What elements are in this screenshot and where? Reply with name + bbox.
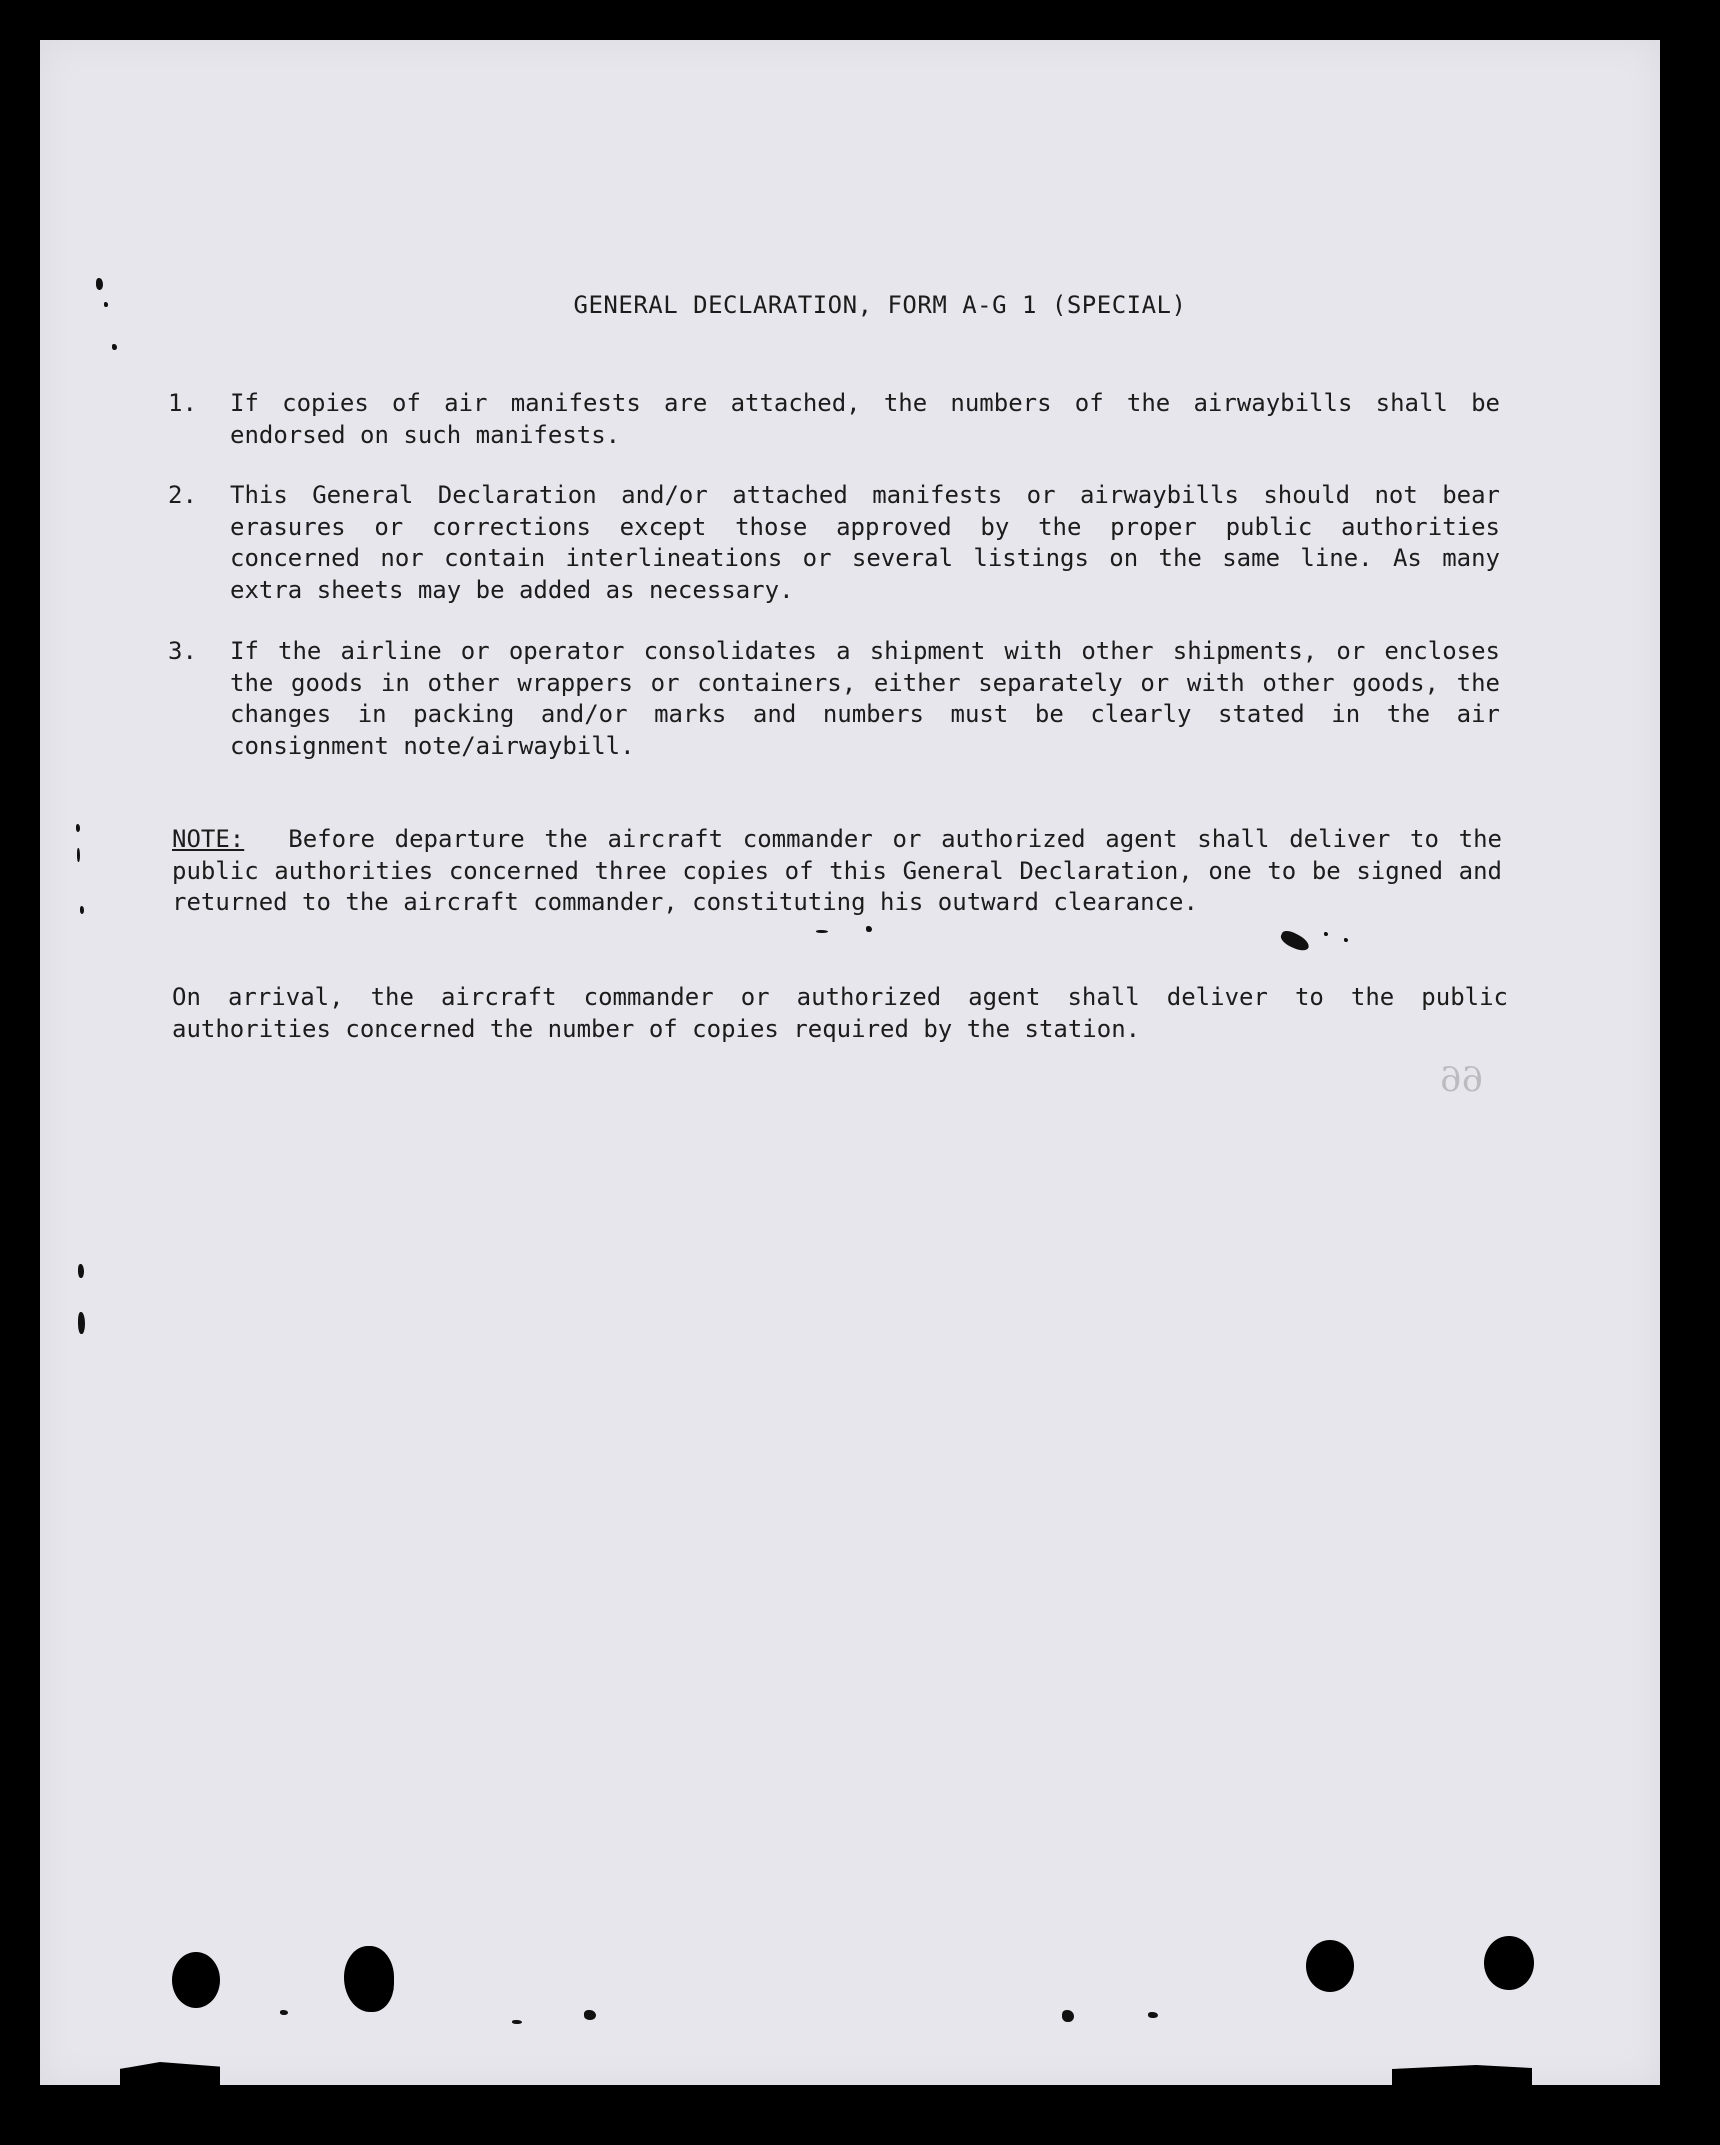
- scan-speck: [1324, 932, 1328, 936]
- arrival-paragraph: On arrival, the aircraft commander or authorized agent shall deliver to the public authorities concerned the number of copies required by the station.: [172, 983, 1508, 1043]
- binder-edge-mark: [1392, 2065, 1532, 2085]
- scan-speck: [816, 930, 828, 933]
- scan-speck: [78, 1312, 85, 1334]
- note-text: Before departure the aircraft commander or authorized agent shall deliver to the public authorities concerned three copies of this General Declaration, one to be signed and returned to the aircraft commander, constituting his outward clearance.: [172, 825, 1502, 916]
- scan-speck: [76, 824, 80, 832]
- scan-speck: [1278, 928, 1311, 953]
- punch-hole: [344, 1946, 394, 2012]
- scan-speck: [584, 2010, 596, 2020]
- scan-speck: [77, 848, 80, 862]
- scan-speck: [280, 2010, 288, 2015]
- document-page: [40, 40, 1660, 2085]
- item-number: 3.: [168, 637, 197, 665]
- scan-speck: [1344, 938, 1348, 942]
- scan-speck: [512, 2020, 522, 2024]
- bleed-through-mark: 66: [1440, 1060, 1484, 1100]
- scan-speck: [96, 278, 103, 290]
- item-number: 1.: [168, 389, 197, 417]
- punch-hole: [1306, 1940, 1354, 1992]
- binder-edge-mark: [120, 2062, 220, 2085]
- scan-speck: [80, 906, 84, 914]
- item-text: If the airline or operator consolidates a shipment with other shipments, or encloses the goods in other wrappers or containers, either separately or with other goods, the changes in packing and/or marks and numbers must be clearly stated in the air consignment note/airwaybill.: [230, 637, 1500, 760]
- scan-speck: [112, 344, 117, 350]
- note-label: NOTE:: [172, 825, 245, 853]
- item-text: If copies of air manifests are attached, the numbers of the airwaybills shall be endorsed on such manifests.: [230, 389, 1500, 449]
- scan-speck: [104, 302, 108, 307]
- item-text: This General Declaration and/or attached manifests or airwaybills should not bear erasures or corrections except those approved by the proper public authorities concerned nor contain interlineations or several listings on the same line. As many extra sheets may be added as necessary.: [230, 481, 1500, 604]
- scan-speck: [78, 1264, 84, 1278]
- punch-hole: [1484, 1936, 1534, 1990]
- punch-hole: [172, 1952, 220, 2008]
- item-number: 2.: [168, 481, 197, 509]
- page-title: GENERAL DECLARATION, FORM A-G 1 (SPECIAL): [573, 291, 1187, 319]
- scan-speck: [866, 926, 872, 932]
- scan-speck: [1062, 2010, 1074, 2022]
- scan-speck: [1148, 2012, 1158, 2018]
- note-paragraph: [172, 824, 1502, 919]
